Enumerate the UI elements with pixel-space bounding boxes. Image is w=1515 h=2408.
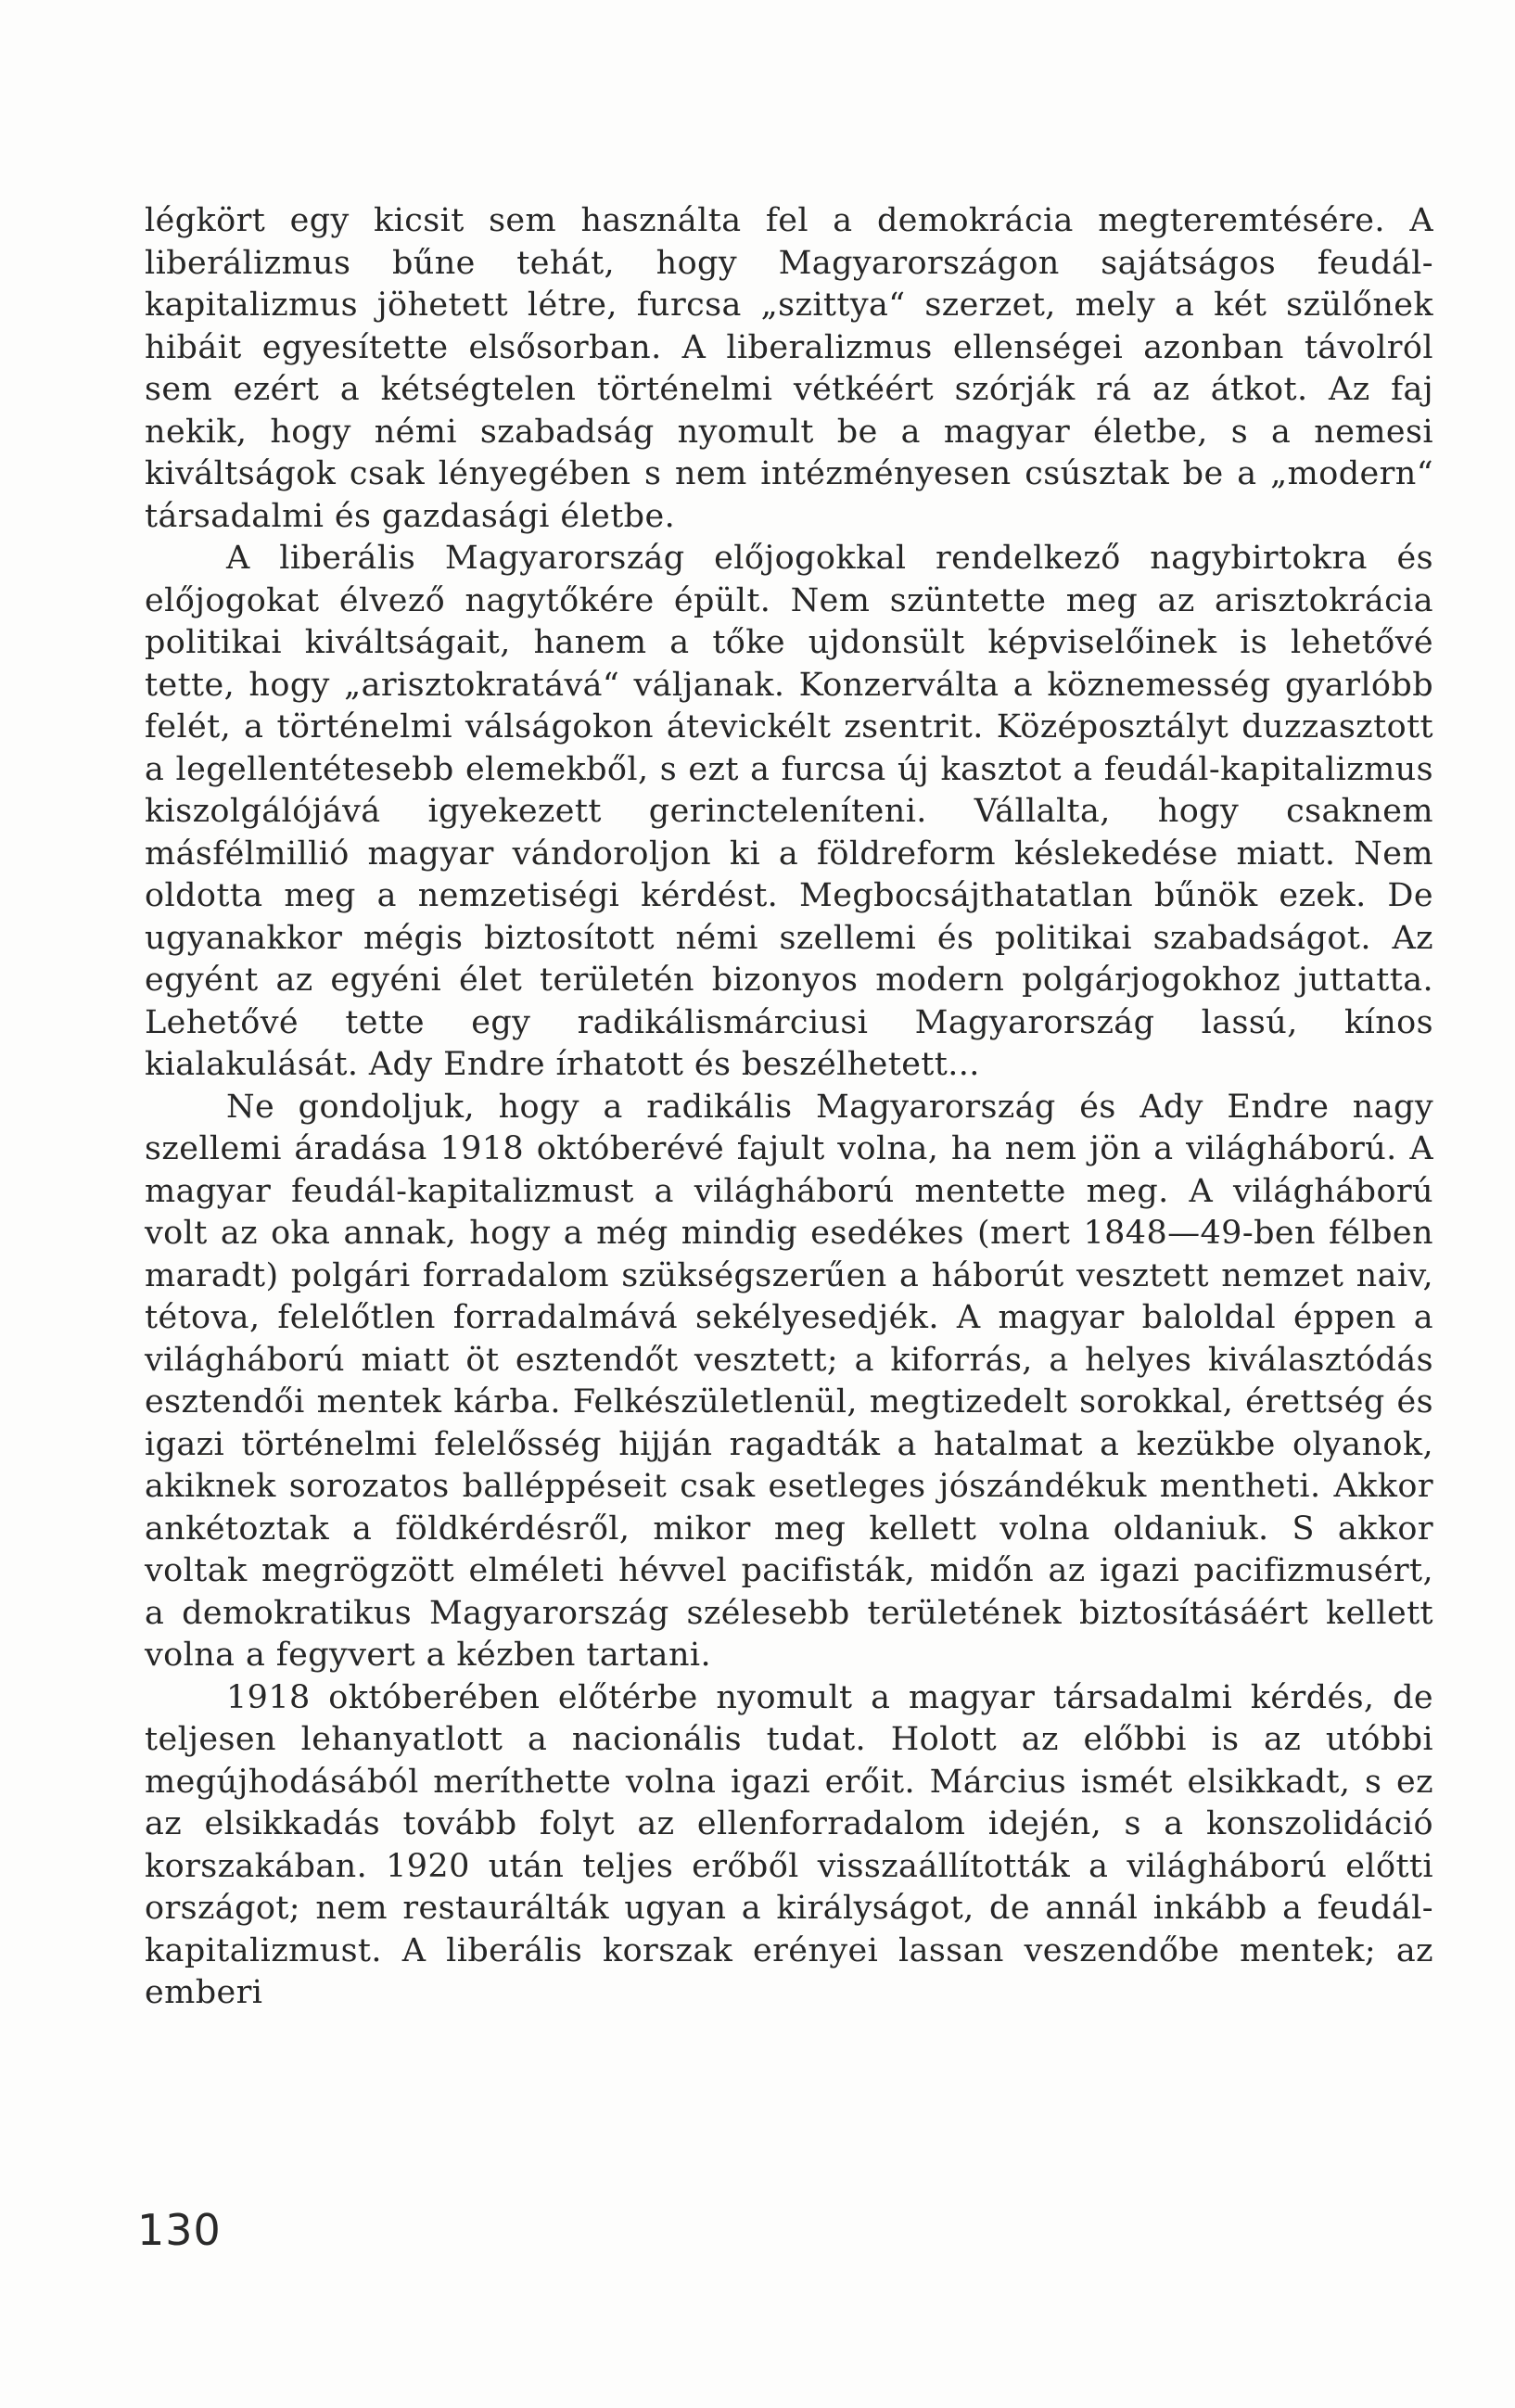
paragraph-4: 1918 októberében előtérbe nyomult a magyar társadalmi kérdés, de teljesen lehanyatlott a nacionális tudat. Holott az előbbi is az utóbbi megújhodásából meríthette volna igazi erőit. Március ismét elsikkadt, s ez az elsikkadás tovább folyt az ellenforradalom idején, s a konszolidáció korszakában. 1920 után teljes erőből visszaállították a világháború előtti országot; nem restaurálták ugyan a királyságot, de annál inkább a feudál-kapitalizmust. A liberális korszak erényei lassan veszendőbe mentek; az emberi <box>145 1678 1433 2011</box>
page-number: 130 <box>137 2205 222 2255</box>
body-text <box>145 200 1433 2015</box>
paragraph-3: Ne gondoljuk, hogy a radikális Magyarország és Ady Endre nagy szellemi áradása 1918 októberévé fajult volna, ha nem jön a világháború. A magyar feudál-kapitalizmust a világháború mentette meg. A világháború volt az oka annak, hogy a még mindig esedékes (mert 1848—49-ben félben maradt) polgári forradalom szükségszerűen a háborút vesztett nemzet naiv, tétova, felelőtlen forradalmává sekélyesedjék. A magyar baloldal éppen a világháború miatt öt esztendőt vesztett; a kiforrás, a helyes kiválasztódás esztendői mentek kárba. Felkészületlenül, megtizedelt sorokkal, érettség és igazi történelmi felelősség hijján ragadták a hatalmat a kezükbe olyanok, akiknek sorozatos balléppéseit csak esetleges jószándékuk mentheti. Akkor ankétoztak a földkérdésről, mikor meg kellett volna oldaniuk. S akkor voltak megrögzött elméleti hévvel pacifisták, midőn az igazi pacifizmusért, a demokratikus Magyarország szélesebb területének biztosításáért kellett volna a fegyvert a kézben tartani. <box>145 1088 1433 1674</box>
paragraph-1: légkört egy kicsit sem használta fel a demokrácia megteremtésére. A liberálizmus bűne tehát, hogy Magyarországon sajátságos feudál-kapitalizmus jöhetett létre, furcsa „szittya“ szerzet, mely a két szülőnek hibáit egyesítette elsősorban. A liberalizmus ellenségei azonban távolról sem ezért a kétségtelen történelmi vétkéért szórják rá az átkot. Az faj nekik, hogy némi szabadság nyomult be a magyar életbe, s a nemesi kiváltságok csak lényegében s nem intézményesen csúsztak be a „modern“ társadalmi és gazdasági életbe. <box>145 202 1433 535</box>
paragraph-2: A liberális Magyarország előjogokkal rendelkező nagybirtokra és előjogokat élvező nagytőkére épült. Nem szüntette meg az arisztokrácia politikai kiváltságait, hanem a tőke ujdonsült képviselőinek is lehetővé tette, hogy „arisztokratává“ váljanak. Konzerválta a köznemesség gyarlóbb felét, a történelmi válságokon átevickélt zsentrit. Középosztályt duzzasztott a legellentétesebb elemekből, s ezt a furcsa új kasztot a feudál-kapitalizmus kiszolgálójává igyekezett gerincteleníteni. Vállalta, hogy csaknem másfélmillió magyar vándoroljon ki a földreform késlekedése miatt. Nem oldotta meg a nemzetiségi kérdést. Megbocsájthatatlan bűnök ezek. De ugyanakkor mégis biztosított némi szellemi és politikai szabadságot. Az egyént az egyéni élet területén bizonyos modern polgárjogokhoz juttatta. Lehetővé tette egy radikálismárciusi Magyarország lassú, kínos kialakulását. Ady Endre írhatott és beszélhetett... <box>145 540 1433 1083</box>
